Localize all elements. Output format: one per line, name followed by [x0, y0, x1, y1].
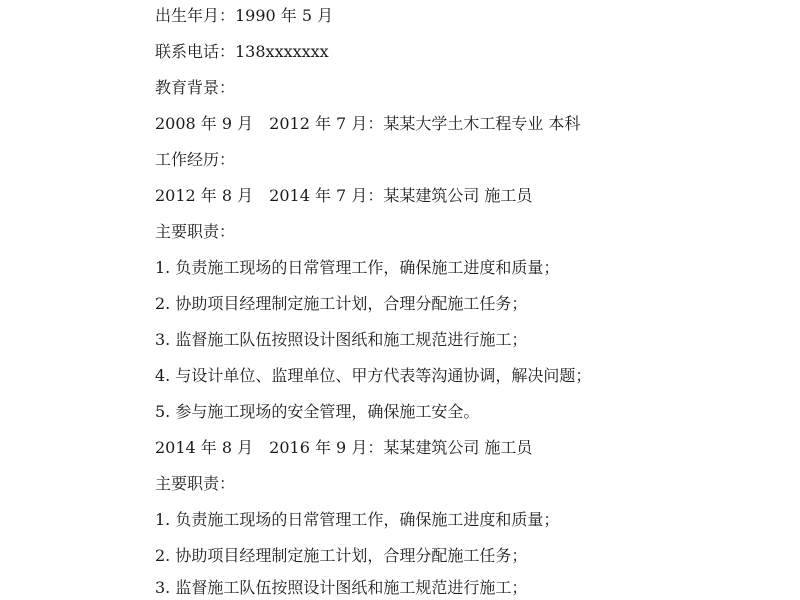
duty-item: 4. 与设计单位、监理单位、甲方代表等沟通协调，解决问题； [155, 366, 592, 385]
duty-item: 3. 监督施工队伍按照设计图纸和施工规范进行施工； [155, 330, 528, 349]
job-entry-1: 2012 年 8 月 2014 年 7 月：某某建筑公司 施工员 [155, 186, 533, 205]
duties-heading-2: 主要职责： [155, 474, 236, 493]
duty-item: 2. 协助项目经理制定施工计划，合理分配施工任务； [155, 546, 528, 565]
duty-item: 2. 协助项目经理制定施工计划，合理分配施工任务； [155, 294, 528, 313]
work-history-heading: 工作经历： [155, 150, 236, 169]
phone-line: 联系电话：138xxxxxxx [155, 42, 329, 61]
duty-item: 3. 监督施工队伍按照设计图纸和施工规范进行施工； [155, 578, 528, 597]
education-heading: 教育背景： [155, 78, 236, 97]
birth-date-line: 出生年月：1990 年 5 月 [155, 6, 334, 25]
duty-item: 5. 参与施工现场的安全管理，确保施工安全。 [155, 402, 480, 421]
duty-item: 1. 负责施工现场的日常管理工作，确保施工进度和质量； [155, 510, 560, 529]
education-entry: 2008 年 9 月 2012 年 7 月：某某大学土木工程专业 本科 [155, 114, 581, 133]
duties-heading-1: 主要职责： [155, 222, 236, 241]
duty-item: 1. 负责施工现场的日常管理工作，确保施工进度和质量； [155, 258, 560, 277]
job-entry-2: 2014 年 8 月 2016 年 9 月：某某建筑公司 施工员 [155, 438, 533, 457]
